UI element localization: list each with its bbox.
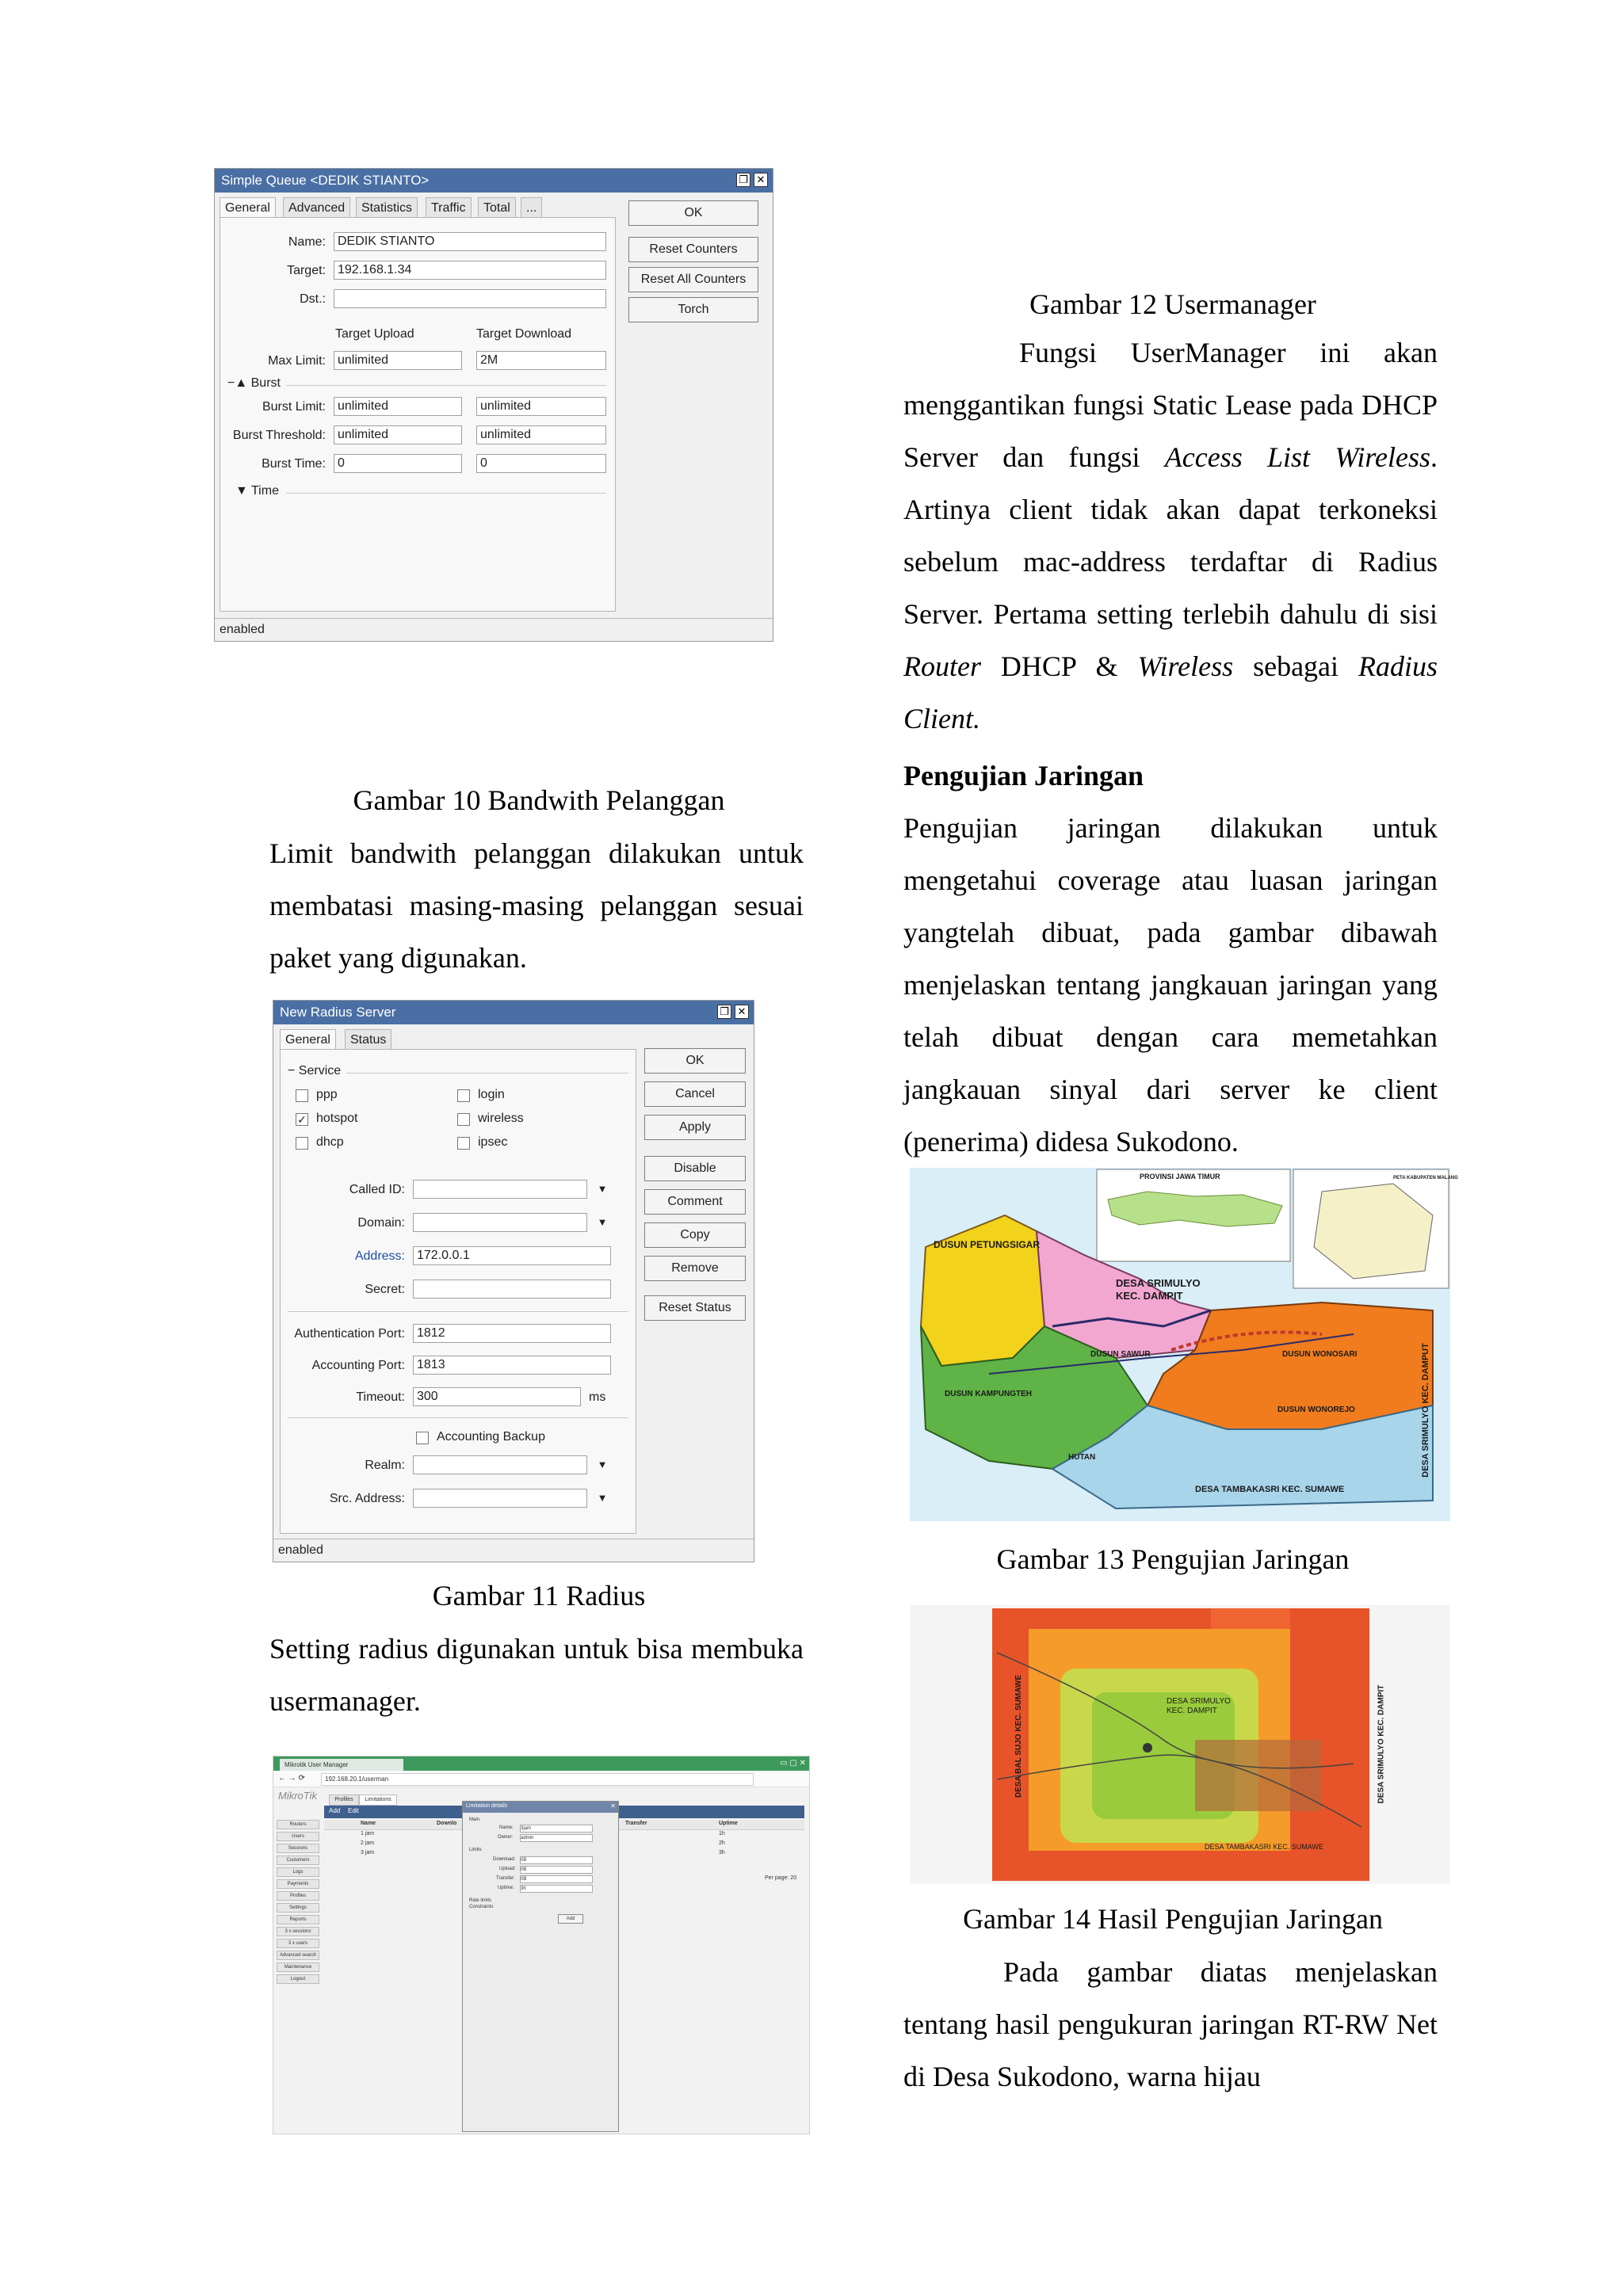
- label-dusun-petungsigar: DUSUN PETUNGSIGAR: [934, 1239, 1041, 1250]
- close-icon[interactable]: ✕: [754, 173, 768, 187]
- expand-icon: ▼: [235, 484, 251, 498]
- tab-general[interactable]: General: [280, 1029, 336, 1050]
- label-desa-tambakasri: DESA TAMBAKASRI KEC. SUMAWE: [1205, 1843, 1323, 1851]
- column-uptime[interactable]: Uptime: [719, 1821, 738, 1826]
- ok-button[interactable]: OK: [628, 200, 758, 226]
- tab-more[interactable]: ...: [521, 197, 542, 218]
- collapse-icon: −▲: [227, 376, 251, 390]
- realm-field[interactable]: [413, 1455, 587, 1474]
- caption-figure-13: Gambar 13 Pengujian Jaringan: [996, 1543, 1350, 1575]
- dhcp-label: dhcp: [316, 1135, 344, 1149]
- sidebar-item[interactable]: Profiles: [277, 1891, 319, 1901]
- service-section: − Service: [288, 1064, 342, 1077]
- cancel-button[interactable]: Cancel: [644, 1081, 746, 1107]
- tab-limitations[interactable]: Limitations: [359, 1794, 397, 1806]
- close-icon[interactable]: ✕: [610, 1802, 616, 1810]
- label-dusun-kampungteh: DUSUN KAMPUNGTEH: [945, 1390, 1032, 1398]
- address-bar[interactable]: 192.168.20.1/userman: [321, 1773, 754, 1786]
- label-hutan: HUTAN: [1068, 1453, 1096, 1462]
- window-title: Simple Queue <DEDIK STIANTO>: [215, 169, 773, 193]
- tab-traffic[interactable]: Traffic: [426, 197, 472, 218]
- dialog-owner-label: Owner:: [498, 1835, 514, 1840]
- torch-button[interactable]: Torch: [628, 297, 758, 322]
- dialog-uptime-field[interactable]: 3h: [520, 1885, 593, 1893]
- sidebar-item[interactable]: Maintenance: [277, 1962, 319, 1972]
- max-limit-download-field[interactable]: 2M: [476, 351, 606, 370]
- tab-total[interactable]: Total: [478, 197, 516, 218]
- sidebar-item[interactable]: Reports: [277, 1915, 319, 1924]
- time-section[interactable]: ▼ Time: [235, 484, 279, 498]
- label-right-side: DESA SRIMULYO KEC. DAMPIT: [1377, 1684, 1386, 1804]
- limitation-details-dialog: [462, 1801, 619, 2132]
- remove-button[interactable]: Remove: [644, 1256, 746, 1281]
- sidebar-item[interactable]: 3 x sessions: [277, 1927, 319, 1936]
- burst-threshold-upload-field[interactable]: unlimited: [334, 425, 462, 444]
- target-download-header: Target Download: [476, 327, 572, 341]
- dialog-name-label: Name:: [499, 1825, 514, 1830]
- dialog-owner-field[interactable]: admin: [520, 1834, 593, 1842]
- inset-kabupaten-malang: PETA KABUPATEN MALANG: [1393, 1176, 1458, 1180]
- max-limit-upload-field[interactable]: unlimited: [334, 351, 462, 370]
- label-dusun-wonosari: DUSUN WONOSARI: [1282, 1350, 1358, 1359]
- ipsec-label: ipsec: [478, 1135, 508, 1149]
- label-desa-srimulyo-side: DESA SRIMULYO KEC. DAMPUT: [1420, 1343, 1430, 1478]
- window-controls-icon[interactable]: ▭ ▢ ✕: [780, 1759, 806, 1768]
- sidebar-item[interactable]: Routers: [277, 1820, 319, 1829]
- label-desa-srimulyo: DESA SRIMULYO: [1116, 1277, 1201, 1289]
- figure-14-coverage-map: [910, 1605, 1450, 1884]
- called-id-label: Called ID:: [349, 1183, 405, 1196]
- address-field[interactable]: 172.0.0.1: [413, 1246, 611, 1265]
- figure-11-radius-server-window: [273, 1000, 754, 1562]
- name-field[interactable]: DEDIK STIANTO: [334, 232, 606, 251]
- ok-button[interactable]: OK: [644, 1048, 746, 1074]
- paragraph-hasil-pengujian: Pada gambar diatas menjelaskan tentang hasil pengukuran jaringan RT-RW Net di Desa Sukodono, warna hijau: [903, 1956, 1438, 2092]
- sidebar-item[interactable]: Logout: [277, 1974, 319, 1984]
- max-limit-label: Max Limit:: [268, 354, 326, 368]
- ipsec-checkbox[interactable]: [457, 1137, 470, 1150]
- restore-icon[interactable]: ❐: [736, 173, 750, 187]
- dst-field[interactable]: [334, 289, 606, 308]
- browser-tab[interactable]: Mikrotik User Manager: [280, 1759, 403, 1771]
- burst-time-upload-field[interactable]: 0: [334, 454, 462, 473]
- secret-field[interactable]: [413, 1280, 611, 1299]
- add-button[interactable]: Add: [329, 1807, 341, 1814]
- status-bar: enabled: [215, 618, 773, 641]
- domain-label: Domain:: [357, 1216, 405, 1230]
- dialog-download-field[interactable]: 0B: [520, 1856, 593, 1864]
- mikrotik-logo: MikroTik: [278, 1790, 317, 1802]
- tab-advanced[interactable]: Advanced: [283, 197, 350, 218]
- collapse-icon: −: [288, 1064, 299, 1077]
- accounting-port-label: Accounting Port:: [311, 1359, 405, 1372]
- paragraph-pengujian-jaringan: Pengujian jaringan dilakukan untuk mengetahui coverage atau luasan jaringan yangtelah dibuat, pada gambar dibawah menjelaskan tentang jangkauan jaringan yang telah dibuat dengan cara memetahkan jangkauan sinyal dari server ke client (penerima) didesa Sukodono.: [903, 812, 1438, 1158]
- reset-all-counters-button[interactable]: Reset All Counters: [628, 267, 758, 292]
- burst-limit-upload-field[interactable]: unlimited: [334, 397, 462, 416]
- src-address-label: Src. Address:: [329, 1492, 405, 1505]
- column-download[interactable]: Downlo: [437, 1821, 457, 1826]
- dialog-upload-field[interactable]: 0B: [520, 1866, 593, 1874]
- secret-label: Secret:: [365, 1283, 405, 1296]
- burst-limit-label: Burst Limit:: [262, 400, 326, 414]
- status-bar: enabled: [273, 1539, 754, 1562]
- timeout-field[interactable]: 300: [413, 1387, 581, 1406]
- dialog-title: Limitation details: [466, 1803, 508, 1809]
- authentication-port-field[interactable]: 1812: [413, 1324, 611, 1343]
- paragraph-setting-radius: Setting radius digunakan untuk bisa membuka usermanager.: [269, 1633, 804, 1717]
- dialog-transfer-label: Transfer:: [496, 1876, 515, 1881]
- dialog-upload-label: Upload:: [499, 1867, 516, 1871]
- tab-general[interactable]: General: [220, 197, 276, 218]
- burst-time-download-field[interactable]: 0: [476, 454, 606, 473]
- caption-figure-14: Gambar 14 Hasil Pengujian Jaringan: [963, 1903, 1383, 1935]
- reset-counters-button[interactable]: Reset Counters: [628, 237, 758, 262]
- label-left-side: DESA BAL SUJO KEC. SUMAWE: [1014, 1674, 1024, 1798]
- wireless-checkbox[interactable]: [457, 1113, 470, 1126]
- figure-12-usermanager-screenshot: [273, 1756, 810, 2134]
- sidebar-item[interactable]: Settings: [277, 1903, 319, 1913]
- realm-label: Realm:: [365, 1459, 405, 1472]
- dialog-download-label: Download:: [493, 1857, 516, 1862]
- tab-status[interactable]: Status: [345, 1029, 391, 1050]
- sidebar-item[interactable]: Logs: [277, 1867, 319, 1877]
- timeout-label: Timeout:: [356, 1390, 405, 1404]
- close-icon[interactable]: ✕: [735, 1005, 749, 1019]
- dialog-name-field[interactable]: 3jam: [520, 1825, 593, 1833]
- tab-statistics[interactable]: Statistics: [356, 197, 418, 218]
- village-map-drawing: [910, 1168, 1450, 1521]
- hotspot-label: hotspot: [316, 1112, 358, 1125]
- caption-figure-11: Gambar 11 Radius: [432, 1580, 646, 1611]
- dst-label: Dst.:: [300, 292, 326, 306]
- wireless-label: wireless: [478, 1112, 524, 1125]
- sidebar-item[interactable]: Users: [277, 1832, 319, 1841]
- dialog-uptime-label: Uptime:: [498, 1886, 514, 1890]
- constraints-section[interactable]: Constraints: [469, 1905, 494, 1909]
- target-field[interactable]: 192.168.1.34: [334, 261, 606, 280]
- restore-icon[interactable]: ❐: [717, 1005, 731, 1019]
- address-label: Address:: [354, 1249, 405, 1263]
- target-label: Target:: [287, 264, 326, 277]
- sidebar-item[interactable]: Sessions: [277, 1844, 319, 1853]
- reset-status-button[interactable]: Reset Status: [644, 1295, 746, 1321]
- column-name[interactable]: Name: [361, 1821, 376, 1826]
- sidebar-item[interactable]: Advanced search: [277, 1951, 319, 1960]
- comment-button[interactable]: Comment: [644, 1189, 746, 1215]
- burst-time-label: Burst Time:: [262, 457, 326, 471]
- table-row[interactable]: 3 jam 3h: [361, 1850, 725, 1855]
- column-transfer[interactable]: Transfer: [625, 1821, 647, 1826]
- dialog-add-button[interactable]: Add: [558, 1914, 583, 1924]
- sidebar-item[interactable]: 3 x users: [277, 1939, 319, 1948]
- window-title: New Radius Server: [273, 1001, 754, 1024]
- target-upload-header: Target Upload: [335, 327, 414, 341]
- domain-field[interactable]: [413, 1213, 587, 1232]
- accounting-port-field[interactable]: 1813: [413, 1356, 611, 1375]
- dhcp-checkbox[interactable]: [296, 1137, 308, 1150]
- inset-jawa-timur: PROVINSI JAWA TIMUR: [1140, 1173, 1220, 1180]
- name-label: Name:: [288, 235, 326, 249]
- coverage-map-drawing: [910, 1605, 1450, 1884]
- hotspot-checkbox[interactable]: ✓: [296, 1113, 308, 1126]
- login-checkbox[interactable]: [457, 1089, 470, 1102]
- paragraph-limit-bandwidth: Limit bandwith pelanggan dilakukan untuk membatasi masing-masing pelanggan sesuai paket yang digunakan.: [269, 837, 804, 974]
- accounting-backup-checkbox[interactable]: [416, 1432, 429, 1444]
- edit-button[interactable]: Edit: [348, 1807, 359, 1814]
- nav-arrows-icon[interactable]: ← → ⟳: [278, 1774, 305, 1783]
- burst-threshold-download-field[interactable]: unlimited: [476, 425, 606, 444]
- label-dusun-wonorejo: DUSUN WONOREJO: [1277, 1405, 1355, 1414]
- apply-button[interactable]: Apply: [644, 1115, 746, 1140]
- src-address-field[interactable]: [413, 1489, 587, 1508]
- called-id-field[interactable]: [413, 1180, 587, 1199]
- copy-button[interactable]: Copy: [644, 1222, 746, 1248]
- src-address-dropdown-icon[interactable]: ▼: [597, 1492, 608, 1504]
- rate-limits-section[interactable]: Rate limits: [469, 1898, 492, 1903]
- login-label: login: [478, 1088, 505, 1101]
- heading-pengujian-jaringan: Pengujian Jaringan: [903, 760, 1144, 791]
- paragraph-fungsi-usermanager: Fungsi UserManager ini akan menggantikan fungsi Static Lease pada DHCP Server dan fungsi Access List Wireless. Artinya client tidak akan dapat terkoneksi sebelum mac-address terdaftar di Radius Server. Pertama setting terlebih dahulu di sisi Router DHCP & Wireless sebagai Radius Client.: [903, 337, 1438, 734]
- label-dusun-sawur: DUSUN SAWUR: [1090, 1350, 1151, 1359]
- ppp-checkbox[interactable]: [296, 1089, 308, 1102]
- ppp-label: ppp: [316, 1088, 338, 1101]
- sidebar-item[interactable]: Payments: [277, 1879, 319, 1889]
- burst-limit-download-field[interactable]: unlimited: [476, 397, 606, 416]
- label-kec-dampit: KEC. DAMPIT: [1167, 1707, 1217, 1715]
- realm-dropdown-icon[interactable]: ▼: [597, 1459, 608, 1470]
- tab-profiles[interactable]: Profiles: [329, 1794, 359, 1806]
- main-section[interactable]: Main: [469, 1817, 480, 1822]
- caption-figure-12: Gambar 12 Usermanager: [1029, 288, 1316, 320]
- label-desa-tambakasri: DESA TAMBAKASRI KEC. SUMAWE: [1195, 1485, 1345, 1494]
- limits-section[interactable]: Limits: [469, 1848, 482, 1852]
- authentication-port-label: Authentication Port:: [294, 1327, 405, 1341]
- burst-section[interactable]: −▲ Burst: [227, 376, 281, 390]
- timeout-unit: ms: [589, 1390, 606, 1404]
- burst-threshold-label: Burst Threshold:: [232, 429, 326, 442]
- sidebar-item[interactable]: Customers: [277, 1855, 319, 1865]
- figure-10-simple-queue-window: [214, 168, 773, 642]
- dialog-transfer-field[interactable]: 0B: [520, 1875, 593, 1883]
- table-row[interactable]: 1 jam 1h: [361, 1831, 725, 1836]
- label-desa-srimulyo: DESA SRIMULYO: [1167, 1697, 1231, 1706]
- called-id-dropdown-icon[interactable]: ▼: [597, 1183, 608, 1195]
- accounting-backup-label: Accounting Backup: [437, 1430, 545, 1444]
- domain-dropdown-icon[interactable]: ▼: [597, 1216, 608, 1228]
- per-page-select[interactable]: Per page: 20: [765, 1875, 797, 1881]
- figure-13-village-map: [910, 1168, 1458, 1521]
- table-row[interactable]: 2 jam 2h: [361, 1840, 725, 1846]
- label-kec-dampit: KEC. DAMPIT: [1116, 1290, 1183, 1302]
- caption-figure-10: Gambar 10 Bandwith Pelanggan: [353, 784, 725, 816]
- disable-button[interactable]: Disable: [644, 1156, 746, 1181]
